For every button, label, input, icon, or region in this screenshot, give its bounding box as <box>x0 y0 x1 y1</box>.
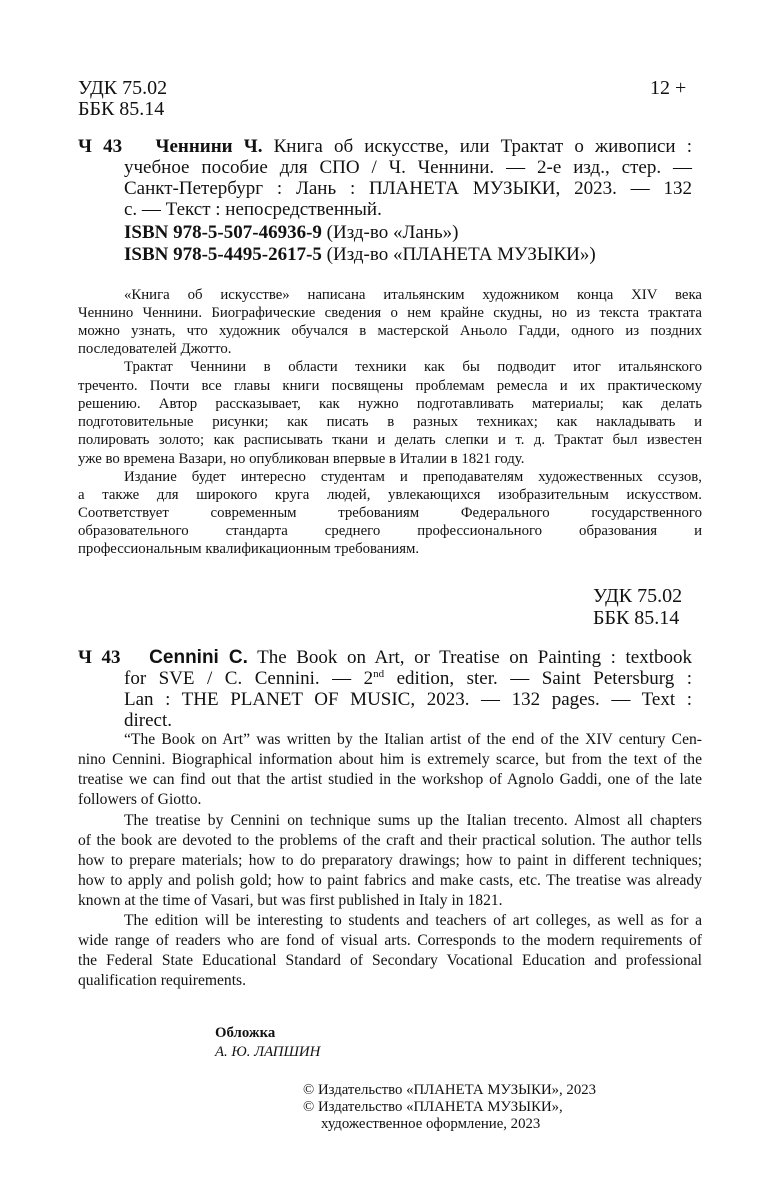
en-abstract-line: The treatise by Cennini on technique sums up the Italian trecento. Almost all chapters <box>124 812 702 829</box>
cover-credit-label: Обложка <box>215 1025 276 1041</box>
ru-abstract-line: последователей Джотто. <box>78 341 232 357</box>
age-rating: 12 + <box>650 77 687 99</box>
en-bbk-code: ББК 85.14 <box>593 607 680 629</box>
ru-abstract-line: треченто. Почти все главы книги посвящены проблемам ремесла и их практическому <box>78 378 702 394</box>
ru-abstract-line: Соответствует современным требованиям Федерального государственного <box>78 505 702 521</box>
en-abstract-line: treatise we can find out that the artist studied in the workshop of Agnolo Gaddi, one of the late <box>78 771 702 788</box>
en-abstract-line: The edition will be interesting to students and teachers of art colleges, as well as for a <box>124 912 702 929</box>
en-record-ordinal-suffix: nd <box>373 668 385 680</box>
ru-record-author: Ченнини Ч. <box>155 136 263 157</box>
ru-abstract-line: полировать золото; как расписывать ткани и делать слепки и т. д. Трактат был известен <box>78 432 702 448</box>
ru-abstract-line: решению. Автор рассказывает, как нужно подготавливать материалы; как делать <box>78 396 702 412</box>
cover-credit-artist: А. Ю. ЛАПШИН <box>215 1044 321 1060</box>
ru-record-line-1 <box>78 136 692 158</box>
en-abstract-line: of the book are devoted to the problems of the craft and their practical solution. The author tells <box>78 832 702 849</box>
en-udk-code: УДК 75.02 <box>593 585 683 607</box>
en-record-line-4: direct. <box>124 710 173 731</box>
ru-record-line-3: Санкт-Петербург : Лань : ПЛАНЕТА МУЗЫКИ, 2023. — 132 <box>124 178 692 199</box>
copyright-line-1: © Издательство «ПЛАНЕТА МУЗЫКИ», 2023 <box>303 1082 597 1098</box>
en-record-line-1 <box>78 647 692 669</box>
en-abstract-line: wide range of readers who are fond of visual arts. Corresponds to the modern requirements of <box>78 932 702 949</box>
copyright-line-2: © Издательство «ПЛАНЕТА МУЗЫКИ», <box>303 1099 563 1115</box>
isbn-1-publisher: (Изд-во «Лань») <box>326 222 459 243</box>
ru-abstract-line: уже во времена Вазари, но опубликован впервые в Италии в 1821 году. <box>78 451 525 467</box>
ru-abstract-line: можно узнать, что художник обучался в мастерской Аньоло Гадди, одного из поздних <box>78 323 702 339</box>
udk-code: УДК 75.02 <box>78 77 168 99</box>
en-abstract-line: the Federal State Educational Standard of Secondary Vocational Education and professional <box>78 952 702 969</box>
copyright-line-3: художественное оформление, 2023 <box>321 1116 541 1132</box>
isbn-line-1 <box>124 222 458 244</box>
ru-record-index: Ч 43 <box>78 136 123 157</box>
ru-abstract-line: подготовительные рисунки; как писать в разных техниках; как накладывать и <box>78 414 702 430</box>
en-record-line-2-pre: for SVE / C. Cennini. — 2 <box>124 668 374 689</box>
ru-record-title: Книга об искусстве, или Трактат о живописи : <box>273 136 692 157</box>
bbk-code: ББК 85.14 <box>78 98 165 120</box>
ru-abstract-line: профессиональным квалификационным требованиям. <box>78 541 420 557</box>
ru-abstract-line: образовательного стандарта среднего профессионального образования и <box>78 523 702 539</box>
ru-abstract-line: «Книга об искусстве» написана итальянским художником конца XIV века <box>124 287 702 303</box>
en-abstract-line: how to apply and polish gold; how to paint fabrics and make casts, etc. The treatise was already <box>78 872 702 889</box>
isbn-line-2 <box>124 244 596 266</box>
en-abstract-line: “The Book on Art” was written by the Italian artist of the end of the XIV century Cen- <box>124 731 702 748</box>
en-abstract-line: nino Cennini. Biographical information about him is extremely scarce, but from the text of the <box>78 751 702 768</box>
ru-abstract-line: Трактат Ченнини в области техники как бы подводит итог итальянского <box>124 359 702 375</box>
en-record-line-3: Lan : THE PLANET OF MUSIC, 2023. — 132 pages. — Text : <box>124 689 692 710</box>
en-abstract-line: known at the time of Vasari, but was first published in Italy in 1821. <box>78 892 503 909</box>
ru-abstract-line: Ченнино Ченнини. Биографические сведения о нем крайне скудны, но из текста трактата <box>78 305 702 321</box>
en-record-line-2-post: edition, ster. — Saint Petersburg : <box>384 668 692 689</box>
en-record-line-2 <box>124 668 692 690</box>
en-abstract-line: followers of Giotto. <box>78 791 202 808</box>
ru-abstract-line: а также для широкого круга людей, увлекающихся изобразительным искусством. <box>78 487 702 503</box>
ru-abstract-line: Издание будет интересно студентам и преподавателям художественных ссузов, <box>124 469 702 485</box>
ru-record-line-2: учебное пособие для СПО / Ч. Ченнини. — 2-е изд., стер. — <box>124 157 692 178</box>
isbn-2: ISBN 978-5-4495-2617-5 <box>124 244 322 265</box>
en-record-index: Ч 43 <box>78 647 121 668</box>
en-record-title: The Book on Art, or Treatise on Painting : textbook <box>257 647 692 668</box>
ru-record-line-4: с. — Текст : непосредственный. <box>124 199 382 220</box>
en-abstract-line: how to prepare materials; how to do preparatory drawings; how to paint in different techniques; <box>78 852 702 869</box>
isbn-2-publisher: (Изд-во «ПЛАНЕТА МУЗЫКИ») <box>326 244 596 265</box>
en-record-author: Cennini C. <box>149 647 248 668</box>
isbn-1: ISBN 978-5-507-46936-9 <box>124 222 322 243</box>
en-abstract-line: qualification requirements. <box>78 972 247 989</box>
